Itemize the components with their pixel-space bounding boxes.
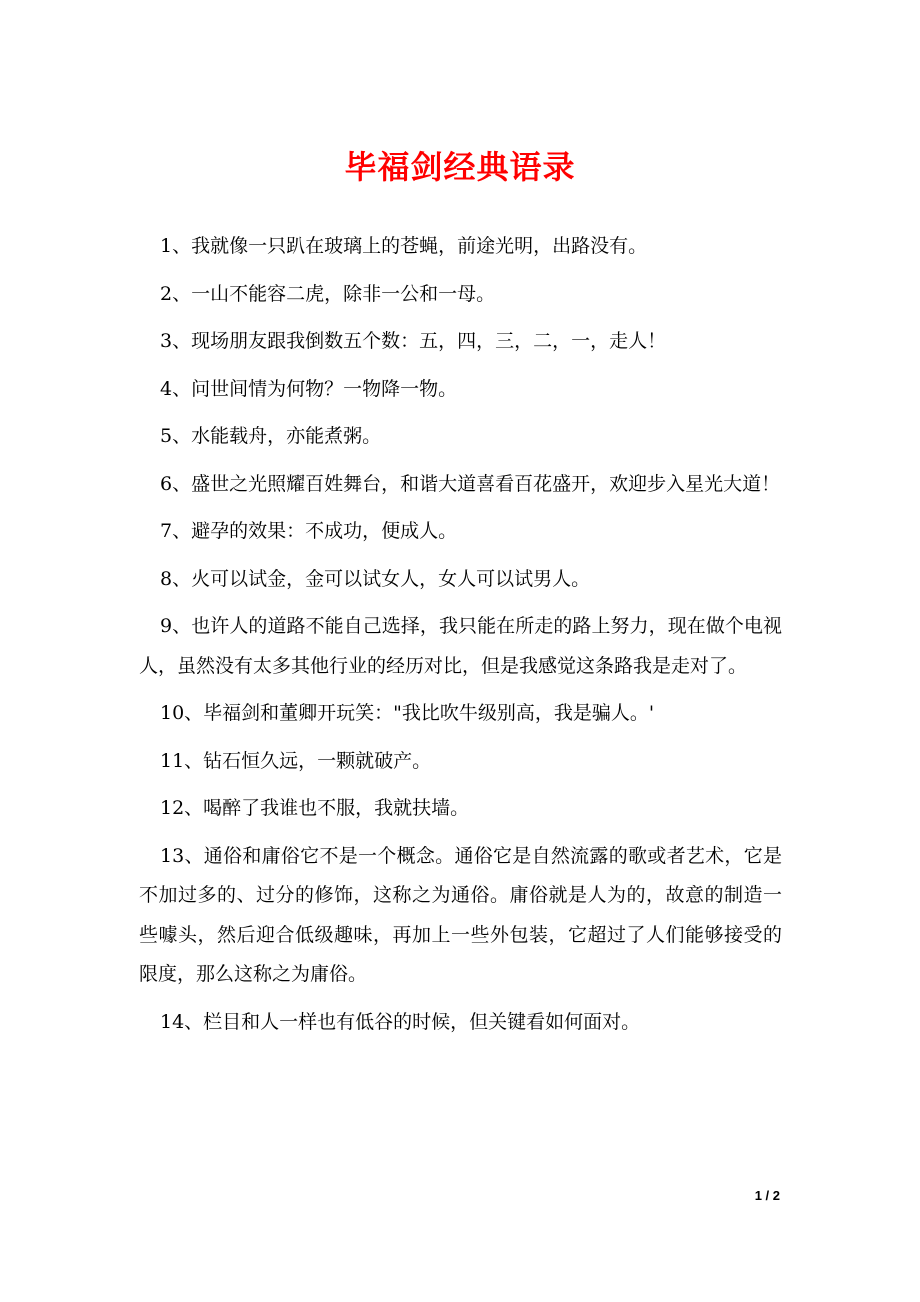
document-title: 毕福剑经典语录 — [344, 148, 576, 186]
quote-paragraph: 11、钻石恒久远，一颗就破产。 — [160, 749, 432, 772]
page-number: 1 / 2 — [754, 1188, 780, 1203]
quote-paragraph: 13、通俗和庸俗它不是一个概念。通俗它是自然流露的歌或者艺术，它是不加过多的、过分的修饰，这称之为通俗。庸俗就是人为的，故意的制造一些噱头，然后迎合低级趣味，再加上一些外包装，它超过了人们能够接受的限度，那么这称之为庸俗。 — [139, 844, 782, 985]
quote-paragraph: 8、火可以试金，金可以试女人，女人可以试男人。 — [160, 567, 591, 590]
quote-paragraph: 5、水能载舟，亦能煮粥。 — [160, 425, 382, 447]
quote-paragraph: 6、盛世之光照耀百姓舞台，和谐大道喜看百花盛开，欢迎步入星光大道！ — [160, 472, 781, 495]
quote-paragraph: 14、栏目和人一样也有低谷的时候，但关键看如何面对。 — [160, 1010, 641, 1033]
quote-paragraph: 12、喝醉了我谁也不服，我就扶墙。 — [160, 797, 470, 819]
quote-paragraph: 3、现场朋友跟我倒数五个数：五，四，三，二，一，走人！ — [160, 330, 667, 352]
quote-paragraph: 10、毕福剑和董卿开玩笑："我比吹牛级别高，我是骗人。' — [160, 702, 655, 724]
quote-list — [139, 227, 782, 1050]
quote-paragraph: 1、我就像一只趴在玻璃上的苍蝇，前途光明，出路没有。 — [160, 235, 648, 257]
quote-paragraph: 7、避孕的效果：不成功，便成人。 — [160, 520, 458, 542]
quote-paragraph: 2、一山不能容二虎，除非一公和一母。 — [160, 282, 496, 305]
quote-paragraph: 9、也许人的道路不能自己选择，我只能在所走的路上努力，现在做个电视人，虽然没有太多其他行业的经历对比，但是我感觉这条路我是走对了。 — [139, 615, 782, 677]
quote-paragraph: 4、问世间情为何物？一物降一物。 — [160, 377, 458, 400]
